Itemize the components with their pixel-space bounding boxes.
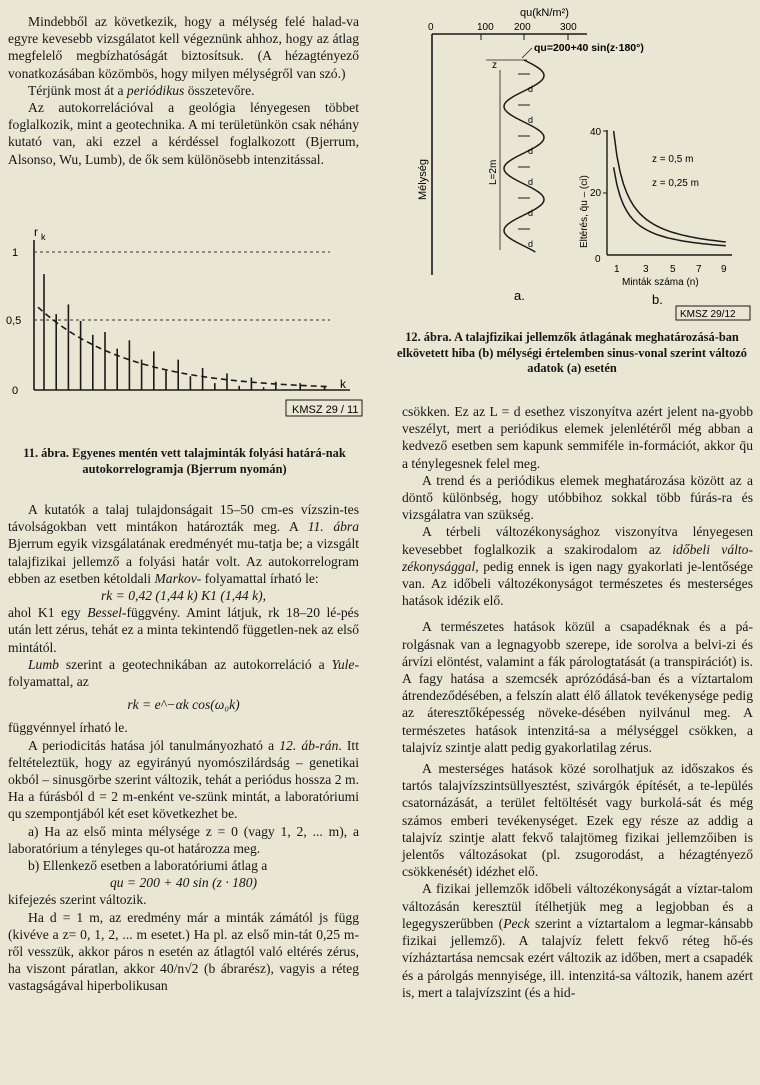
left-paragraph-9: a) Ha az első minta mélysége z = 0 (vagy 1, 2, ... m), a laboratórium a tényleges qu-ot határozza meg. [8,823,359,856]
left-paragraph-1: Mindebből az következik, hogy a mélység felé halad-va egyre kevesebb vizsgálatot kell végeznünk ahhoz, hogy az átlag megfelelő megbízhatóságát biztosítsuk. (A hézagtényező vonatkozásában közömbös, hogy milyen mélységről van szó.) [8,14,359,81]
fig12-L-label: L=2m [488,159,499,185]
right-paragraph-1: csökken. Ez az L = d esethez viszonyítva azért jelent na-gyobb veszélyt, mert a periódikus elemek jelenlétéről még abban a kedvező esetben sem kapunk semmiféle in-formációt, akkor q̄u a ténylegesnek felel meg. [402,404,753,471]
fig12-curve2-label: z = 0,25 m [652,178,699,189]
fig12-tick-300: 300 [560,22,577,33]
left-paragraph-11: kifejezés szerint változik. [8,892,147,908]
left-paragraph-12: Ha d = 1 m, az eredmény már a minták zámától js függ (kivéve a z= 0, 1, 2, ... m esetet.) Ha pl. az első min-tát 0,25 m-ről vesszük, akkor páros n esetén az átlagtól való eltérés zérus, ha viszont páratlan, akkor 40/n√2 (b ábrarész), vagyis a réteg vastagságával hiperbolikusan [8,909,359,994]
fig12-tick-0: 0 [428,22,434,33]
fig12-d-label: d [528,115,534,125]
formula-3: qu = 200 + 40 sin (z · 180) [109,875,258,891]
fig11-caption: 11. ábra. Egyenes mentén vett talajminták folyási határá-nak autokorrelogramja (Bjerrum nyomán) [23,446,346,476]
fig11-xlabel: k [340,377,346,391]
fig12-b-xtick-1: 1 [614,264,620,275]
left-paragraph-4: A kutatók a talaj tulajdonságait 15–50 cm-es vízszin-tes távolságokban vett mintákon határozták meg. A 11. ábra Bjerrum egyik vizsgálatának eredményét mu-tatja be; a vizsgált talajfizikai jellemző a folyási határ volt. Az autokorrelogram ebben az esetben kétoldali Markov- folyamattal írható le: [8,502,360,586]
figure-12-sinus-sampling [392,0,760,325]
fig12-d-label: d [528,239,534,249]
left-paragraph-2: Térjünk most át a periódikus összetevőre. [28,82,255,98]
fig11-ytick-0: 0 [12,385,19,397]
left-paragraph-6: Lumb szerint a geotechnikában az autokorreláció a Yule-folyamattal, az [8,656,359,690]
left-paragraph-5: ahol K1 egy Bessel-függvény. Amint látjuk, rk 18–20 lé-pés után lett zérus, tehát ez a minta tekintendő független-nek az első mintától. [8,605,359,655]
right-paragraph-2: A trend és a periódikus elemek meghatározása között az a döntő különbség, hogy utóbbihoz sokkal több fúrás-ra és vizsgálatra van szükség. [402,472,753,523]
fig12-tick-200: 200 [514,22,531,33]
fig12-d-label: d [528,177,534,187]
fig12-panel-b: b. [652,292,663,307]
formula-2: rk = e^−αk cos(ω₀k) [127,697,240,713]
fig12-b-xtick-5: 5 [670,264,676,275]
fig12-b-ylabel: Eltérés, q̄u – (ci) [579,175,590,248]
formula-1: rk = 0,42 (1,44 k) K1 (1,44 k), [100,588,267,604]
fig12-top-axis-label: qu(kN/m²) [520,7,569,19]
right-paragraph-3: A térbeli változékonysághoz viszonyítva lényegesen kevesebbet foglalkozik a szakirodalom az időbeli válto-zékonysággal, pedig ennek is igen nagy gyakorlati je-lentősége van. Az időbeli változékonyságot természetes és mesterséges hatások idézik elő. [402,524,753,609]
left-paragraph-10: b) Ellenkező esetben a laboratóriumi átlag a [28,858,268,874]
fig12-curve1-label: z = 0,5 m [652,154,694,165]
left-paragraph-7: függvénnyel írható le. [8,720,128,736]
fig11-caption-block [12,446,357,477]
fig12-b-xtick-7: 7 [696,264,702,275]
fig12-panel-a: a. [514,288,525,303]
right-column [402,403,753,1001]
fig11-ylabel-sub: k [41,232,46,242]
fig12-b-ytick-40: 40 [590,127,602,138]
fig12-d-label: d [528,208,534,218]
fig12-d-label: d [528,84,534,94]
fig12-samples [518,74,533,249]
fig12-b-ytick-0: 0 [595,254,601,265]
fig12-formula: qu=200+40 sin(z·180°) [534,42,644,54]
fig11-bars [44,274,325,390]
fig11-code: KMSZ 29 / 11 [292,404,359,416]
fig12-b-ytick-20: 20 [590,188,602,199]
fig11-ytick-1: 1 [12,247,19,259]
fig11-ytick-05: 0,5 [6,315,22,327]
fig12-depth-label: Mélység [417,159,429,200]
right-paragraph-6: A fizikai jellemzők időbeli változékonyságát a víztar-talom változásán keresztül ítélhetjük meg a legjobban és a legegyszerűbben (Peck szerint a víztartalom a legmar-kánsabb fizikai jellemző). A talajvíz felett fekvő réteg hő-és vízháztartása nemcsak ezért változik az időben, mert a csapadék és a párolgás mennyisége, ill. intenzitá-sa változik, hanem azért is, mert a talajvízszint (és a hid- [402,881,753,1000]
fig11-ylabel: r [34,225,38,239]
fig12-z-label: z [492,60,497,71]
fig12-code: KMSZ 29/12 [680,309,736,320]
fig11-decay-curve [38,307,328,386]
fig12-d-label: d [528,146,534,156]
left-column-bottom [8,501,359,995]
left-column-top [8,13,359,168]
figure-11-autocorrelogram [0,222,370,432]
fig12-caption-block [392,330,752,377]
fig12-caption: 12. ábra. A talajfizikai jellemzők átlagának meghatározásá-ban elkövetett hiba (b) mélységi értelemben sinus-vonal szerint változó adatok (a) esetén [397,330,747,375]
right-paragraph-5: A mesterséges hatások közé sorolhatjuk az időszakos és tartós talajvízszintsüllyesztést, szivárgók építését, a te-lepülés csatornázását, a terület feltöltését vagy burkolá-sát és még számos emberi tevékenységet. Ezek egy része az addig a talajvíz szintje alatt fekvő talajtömeg fizikai jellemzőiben is jelentős változásokat (pl. zsugorodást, a hézagtényező csökkenését) idézhet elő. [402,761,753,880]
left-paragraph-8: A periodicitás hatása jól tanulmányozható a 12. áb-rán. Itt feltételeztük, hogy az egyirányú nyomószilárdság – genetikai okból – sinusgörbe szerint változik, tehát a periódus hossza 2 m. Ha a fúrásból d = 2 m-enként ve-szünk mintát, a laboratóriumi qu szempontjából két eset következhet be. [8,737,359,822]
fig12-tick-100: 100 [477,22,494,33]
fig12-b-xtick-9: 9 [721,264,727,275]
fig12-b-xlabel: Minták száma (n) [622,277,699,288]
fig12-sinus-curve [504,60,544,252]
left-paragraph-3: Az autokorrelációval a geológia lényegesen többet foglalkozik, mint a geotechnika. A mi területünkön csak néhány kutató van, aki ezzel a kérdéssel foglalkozott (Bjerrum, Alsonso, Wu, Lumb), de ők sem különösebb intenzitással. [8,100,359,167]
fig12-b-xtick-3: 3 [643,264,649,275]
right-paragraph-4: A természetes hatások közül a csapadéknak és a pá-rolgásnak van a legnagyobb szerepe, ide sorolva a belvi-zi és árvízi elöntést, valamint a fák párologtatását (a transpirációt) is. A fagy hatása a szemcsék aprózódásá-ban és a víztartalom átrendeződésében, a felszín alatt élő állatok tevékenysége pedig az áteresztőképesség növeke-désében nyilvánul meg. A természetes hatások intenzitá-sa a mélységgel csökken, a talajvíz szintje alatt pedig gyakorlatilag zérus. [402,619,753,755]
